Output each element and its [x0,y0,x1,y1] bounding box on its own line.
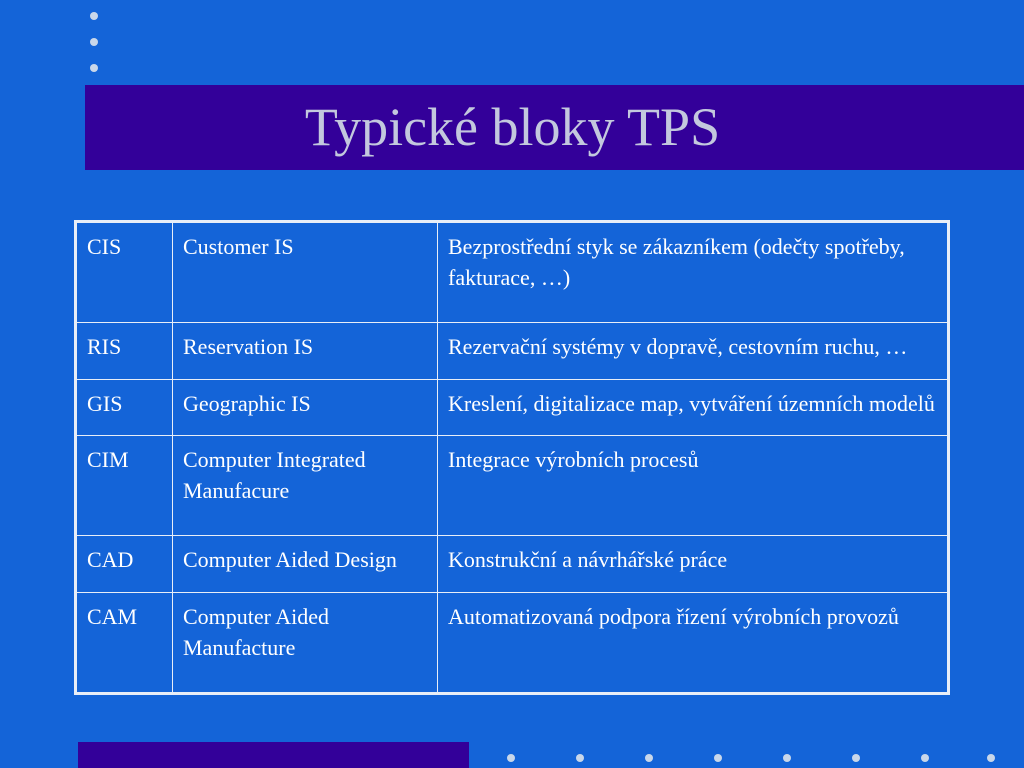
decorative-dot [783,754,791,762]
abbr-cell: RIS [77,323,173,379]
decorative-dot [987,754,995,762]
table-row [77,323,948,379]
abbr-cell: GIS [77,379,173,435]
table-row [77,379,948,435]
name-cell: Customer IS [173,223,438,323]
decorative-dot [576,754,584,762]
description-cell: Kreslení, digitalizace map, vytváření územních modelů [438,379,948,435]
description-cell: Integrace výrobních procesů [438,436,948,536]
abbr-cell: CIS [77,223,173,323]
decorative-dot [90,38,98,46]
decorative-dot [507,754,515,762]
table-row [77,592,948,692]
top-decorative-dots [90,12,98,76]
tps-blocks-table [74,220,950,695]
bottom-decorative-dots [507,754,1017,762]
decorative-dot [921,754,929,762]
table-row [77,223,948,323]
decorative-dot [714,754,722,762]
abbr-cell: CAM [77,592,173,692]
abbr-cell: CIM [77,436,173,536]
decorative-dot [90,64,98,72]
description-cell: Automatizovaná podpora řízení výrobních provozů [438,592,948,692]
decorative-dot [852,754,860,762]
name-cell: Computer Integrated Manufacure [173,436,438,536]
name-cell: Reservation IS [173,323,438,379]
table-row [77,436,948,536]
description-cell: Rezervační systémy v dopravě, cestovním ruchu, … [438,323,948,379]
bottom-band [78,742,469,768]
name-cell: Geographic IS [173,379,438,435]
decorative-dot [90,12,98,20]
name-cell: Computer Aided Manufacture [173,592,438,692]
slide-title: Typické bloky TPS [304,97,721,157]
abbr-cell: CAD [77,536,173,592]
decorative-dot [645,754,653,762]
description-cell: Konstrukční a návrhářské práce [438,536,948,592]
name-cell: Computer Aided Design [173,536,438,592]
table-row [77,536,948,592]
description-cell: Bezprostřední styk se zákazníkem (odečty spotřeby, fakturace, …) [438,223,948,323]
